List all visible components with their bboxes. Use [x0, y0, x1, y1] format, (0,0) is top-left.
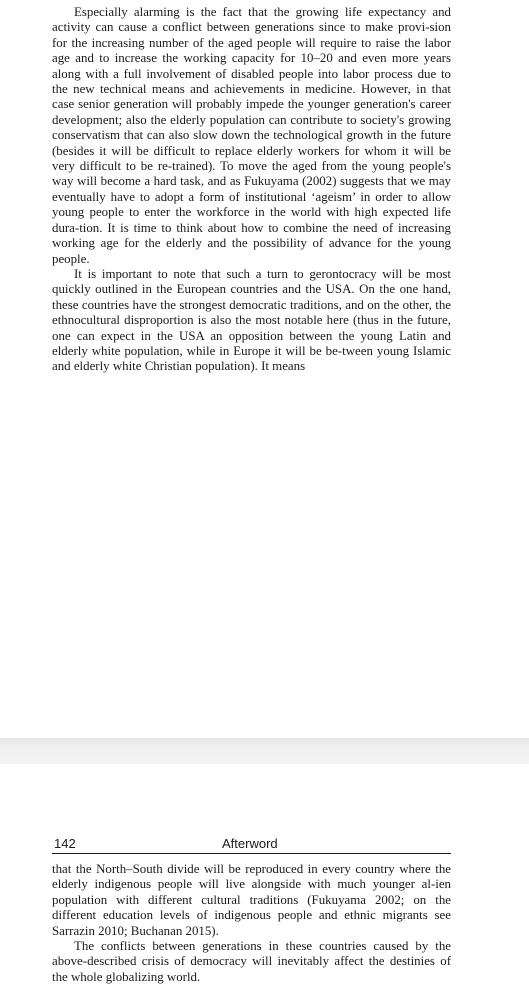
- paragraph-continuation: that the North–South divide will be reproduced in every country where the elderly indigenous people will live alongside with much younger al-ien population with different cultural traditions (Fukuyama 2002; on the different education levels of indigenous people and ethnic migrants see Sarrazin 2010; Buchanan 2015).: [52, 862, 451, 938]
- paragraph-aging-conflict: Especially alarming is the fact that the growing life expectancy and activity can cause a conflict between generations since to make provi-sion for the increasing number of the aged people will require to raise the labor age and to increase the working capacity for 10–20 and even more years along with a full involvement of disabled people into labor process due to the new technical means and achievements in medicine. However, in that case senior generation will probably impede the younger generation's career development; also the elderly population can contribute to society's growing conservatism that can also slow down the technological growth in the future (besides it will be difficult to replace elderly workers for whom it will be very difficult to be re-trained). To move the aged from the young people's way will become a hard task, and as Fukuyama (2002) suggests that we may eventually have to adopt a form of institutional ‘ageism’ in order to allow young people to enter the workforce in the world with high expected life dura-tion. It is time to think about how to combine the need of increasing working age for the elderly and the possibility of advance for the young people.: [52, 5, 451, 266]
- top-page-body: [52, 5, 451, 375]
- page-separator: [0, 738, 529, 764]
- running-head: Afterword: [222, 836, 278, 851]
- paragraph-conflicts: The conflicts between generations in these countries caused by the above-described crisis of democracy will inevitably affect the destinies of the whole globalizing world.: [52, 939, 451, 984]
- page-number: 142: [54, 836, 76, 851]
- page-header: [52, 836, 451, 854]
- bottom-page-body: [52, 862, 451, 985]
- paragraph-gerontocracy: It is important to note that such a turn to gerontocracy will be most quickly outlined in the European countries and the USA. On the one hand, these countries have the strongest democratic traditions, and on the other, the ethnocultural disproportion is also the most notable here (thus in the future, one can expect in the USA an opposition between the young Latin and elderly white population, while in Europe it will be be-tween young Islamic and elderly white Christian population). It means: [52, 266, 451, 374]
